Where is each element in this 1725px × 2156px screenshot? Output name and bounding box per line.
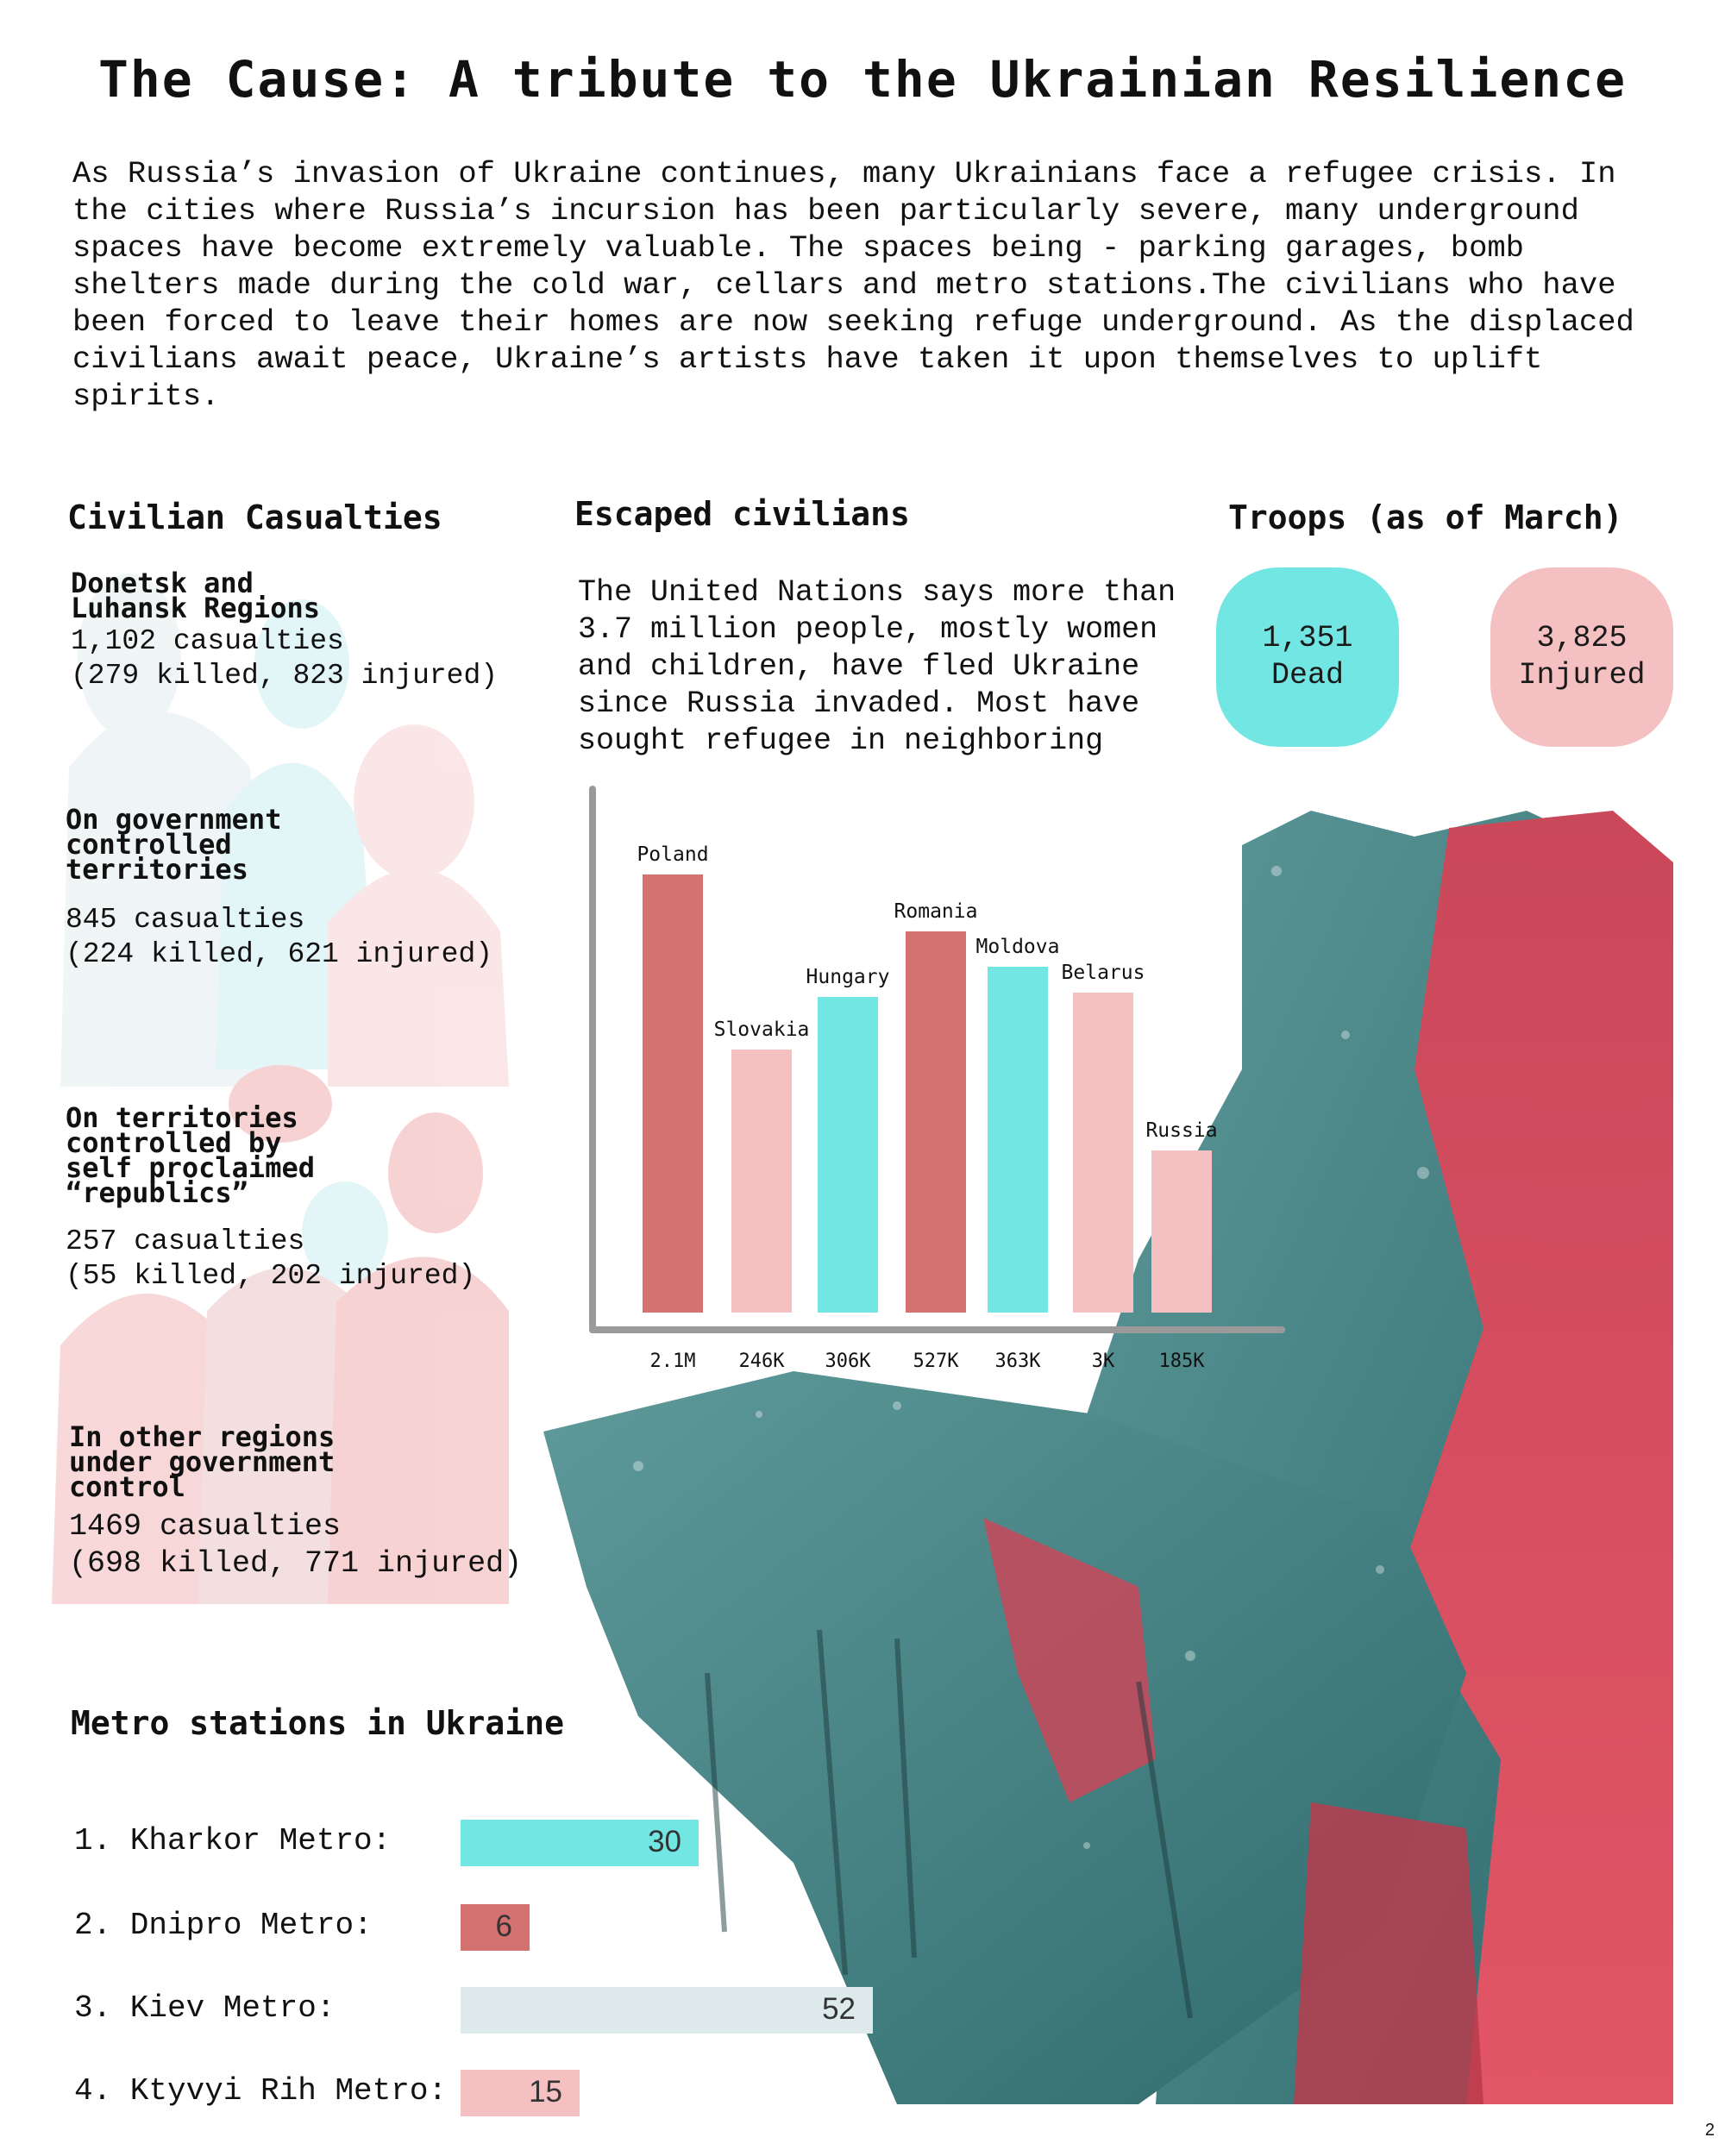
troops-injured-value: 3,825 xyxy=(1536,621,1628,655)
casualty-group-title xyxy=(71,567,498,624)
title-line: control xyxy=(69,1470,185,1503)
title-line: controlled by xyxy=(66,1126,282,1159)
title-line: Luhansk Regions xyxy=(71,592,320,624)
troops-injured-pill xyxy=(1490,567,1673,747)
bar-category-label: Romania xyxy=(894,900,978,923)
escaped-line: since Russia invaded. Most have xyxy=(578,686,1140,721)
title-line: territories xyxy=(66,853,248,886)
bar-category-label: Hungary xyxy=(806,966,890,988)
escaped-line: The United Nations says more than xyxy=(578,575,1176,610)
bar-value-label: 306K xyxy=(825,1351,871,1372)
troops-dead-label: Dead xyxy=(1270,658,1344,693)
bar-slovakia xyxy=(731,1050,792,1313)
bar-category-label: Poland xyxy=(637,843,709,866)
troops-heading: Troops (as of March) xyxy=(1228,498,1623,536)
title-line: “republics” xyxy=(66,1176,248,1209)
intro-line: shelters made during the cold war, cellars and metro stations.The civilians who have xyxy=(72,267,1616,303)
casualty-count: 1469 casualties xyxy=(69,1509,342,1544)
bar-moldova xyxy=(988,967,1048,1313)
casualty-count: 845 casualties xyxy=(66,904,305,936)
casualty-group-other-regions xyxy=(69,1420,523,1583)
bar-romania xyxy=(906,931,966,1313)
casualty-group-donetsk xyxy=(71,567,499,693)
title-line: On government xyxy=(66,803,282,836)
casualty-detail: (698 killed, 771 injured) xyxy=(69,1546,523,1581)
metro-value: 6 xyxy=(495,1909,512,1943)
intro-line: spirits. xyxy=(72,379,220,414)
intro-line: civilians await peace, Ukraine’s artists have taken it upon themselves to uplift xyxy=(72,342,1543,377)
casualty-count: 1,102 casualties xyxy=(71,625,344,657)
title-line: In other regions xyxy=(69,1420,336,1453)
casualty-group-title xyxy=(66,803,492,886)
intro-text xyxy=(72,155,1694,415)
title-line: self proclaimed xyxy=(66,1151,315,1184)
casualty-group-republics xyxy=(66,1101,476,1294)
escaped-line: 3.7 million people, mostly women xyxy=(578,612,1158,647)
escaped-line: sought refugee in neighboring xyxy=(578,724,1104,758)
metro-value: 15 xyxy=(529,2075,562,2109)
bar-value-label: 246K xyxy=(738,1351,785,1372)
bar-value-label: 2.1M xyxy=(649,1351,696,1372)
casualty-group-title xyxy=(69,1420,522,1503)
casualty-detail: (224 killed, 621 injured) xyxy=(66,938,493,970)
bar-value-label: 185K xyxy=(1158,1351,1205,1372)
intro-line: the cities where Russia’s incursion has been particularly severe, many underground xyxy=(72,193,1579,229)
escaped-text xyxy=(578,574,1176,760)
casualty-group-government xyxy=(66,803,493,972)
metro-label: 3. Kiev Metro: xyxy=(74,1990,336,2026)
bar-value-label: 3K xyxy=(1091,1351,1115,1372)
bar-value-label: 527K xyxy=(913,1351,959,1372)
metro-label: 2. Dnipro Metro: xyxy=(74,1908,373,1943)
metro-value: 52 xyxy=(822,1992,856,2026)
title-line: under government xyxy=(69,1445,336,1478)
bar-value-label: 363K xyxy=(994,1351,1041,1372)
page-number: 2 xyxy=(1704,2121,1715,2140)
bar-poland xyxy=(643,874,703,1313)
title-line: controlled xyxy=(66,828,232,861)
casualty-detail: (279 killed, 823 injured) xyxy=(71,660,499,692)
title-line: On territories xyxy=(66,1101,298,1134)
intro-line: been forced to leave their homes are now seeking refuge underground. As the displaced xyxy=(72,304,1634,340)
intro-line: spaces have become extremely valuable. The spaces being - parking garages, bomb xyxy=(72,230,1524,266)
metro-label: 4. Ktyvyi Rih Metro: xyxy=(74,2073,448,2109)
casualty-detail: (55 killed, 202 injured) xyxy=(66,1260,476,1292)
page-title: The Cause: A tribute to the Ukrainian Resilience xyxy=(97,50,1628,109)
bar-belarus xyxy=(1073,993,1133,1313)
bar-category-label: Slovakia xyxy=(713,1018,810,1041)
casualty-count: 257 casualties xyxy=(66,1225,305,1257)
intro-line: As Russia’s invasion of Ukraine continues, many Ukrainians face a refugee crisis. In xyxy=(72,156,1616,191)
casualties-heading: Civilian Casualties xyxy=(67,498,442,536)
casualty-group-title xyxy=(66,1101,475,1209)
bar-hungary xyxy=(818,997,878,1313)
metro-value: 30 xyxy=(648,1825,681,1858)
escaped-line: and children, have fled Ukraine xyxy=(578,649,1140,684)
bar-category-label: Russia xyxy=(1145,1119,1218,1142)
troops-dead-pill xyxy=(1216,567,1399,747)
bar-category-label: Moldova xyxy=(975,936,1060,958)
bar-category-label: Belarus xyxy=(1061,962,1145,984)
escaped-heading: Escaped civilians xyxy=(574,495,910,533)
bar-russia xyxy=(1151,1150,1212,1313)
metro-label: 1. Kharkor Metro: xyxy=(74,1823,392,1858)
metro-heading: Metro stations in Ukraine xyxy=(71,1704,564,1742)
title-line: Donetsk and xyxy=(71,567,254,599)
refugee-bar-chart xyxy=(569,776,1302,1380)
troops-injured-label: Injured xyxy=(1518,658,1646,693)
troops-dead-value: 1,351 xyxy=(1262,621,1353,655)
